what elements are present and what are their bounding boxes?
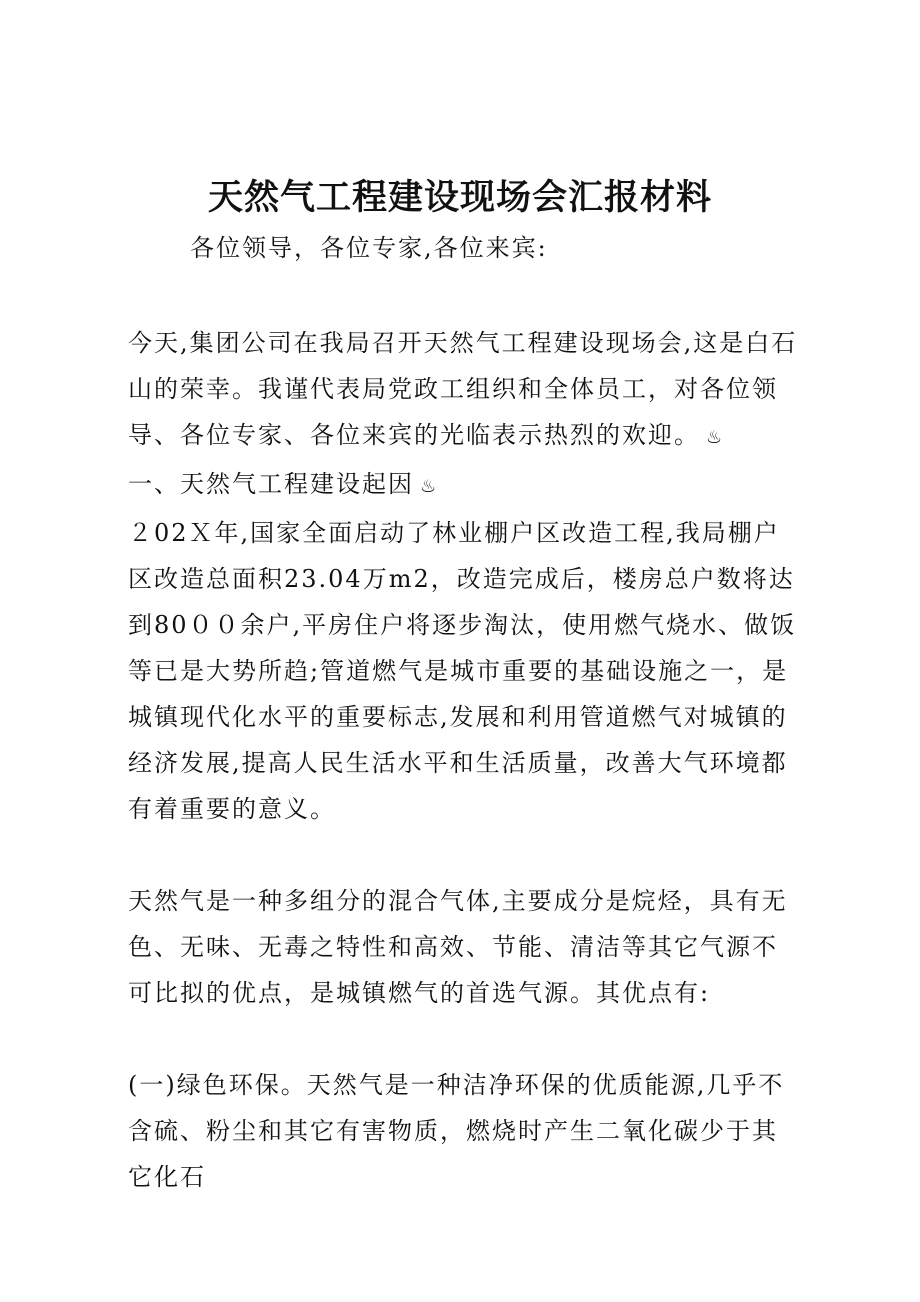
- paragraph-mark-icon: ♨: [706, 427, 725, 448]
- document-body: [128, 320, 800, 1200]
- salutation: 各位领导，各位专家,各位来宾:: [190, 234, 548, 262]
- paragraph-mark-icon: ♨: [420, 476, 439, 497]
- section-heading-origin: [128, 461, 800, 510]
- paragraph-text: 今天,集团公司在我局召开天然气工程建设现场会,这是白石山的荣幸。我谨代表局党政工组织和全体员工，对各位领导、各位专家、各位来宾的光临表示热烈的欢迎。: [128, 329, 798, 449]
- paragraph-green: (一)绿色环保。天然气是一种洁净环保的优质能源,几乎不含硫、粉尘和其它有害物质，燃烧时产生二氧化碳少于其它化石: [128, 1071, 785, 1191]
- paragraph-background: ２02Ｘ年,国家全面启动了林业棚户区改造工程,我局棚户区改造总面积23.04万m2，改造完成后，楼房总户数将达到80００余户,平房住户将逐步淘汰，使用燃气烧水、做饭等已是大势所趋;管道燃气是城市重要的基础设施之一，是城镇现代化水平的重要标志,发展和利用管道燃气对城镇的经济发展,提高人民生活水平和生活质量，改善大气环境都有着重要的意义。: [128, 519, 797, 823]
- document-title: 天然气工程建设现场会汇报材料: [207, 178, 712, 218]
- paragraph-welcome: [128, 320, 800, 461]
- section-heading-text: 一、天然气工程建设起因: [128, 470, 414, 498]
- paragraph-natural-gas: 天然气是一种多组分的混合气体,主要成分是烷烃，具有无色、无味、无毒之特性和高效、节能、清洁等其它气源不可比拟的优点，是城镇燃气的首选气源。其优点有:: [128, 887, 788, 1007]
